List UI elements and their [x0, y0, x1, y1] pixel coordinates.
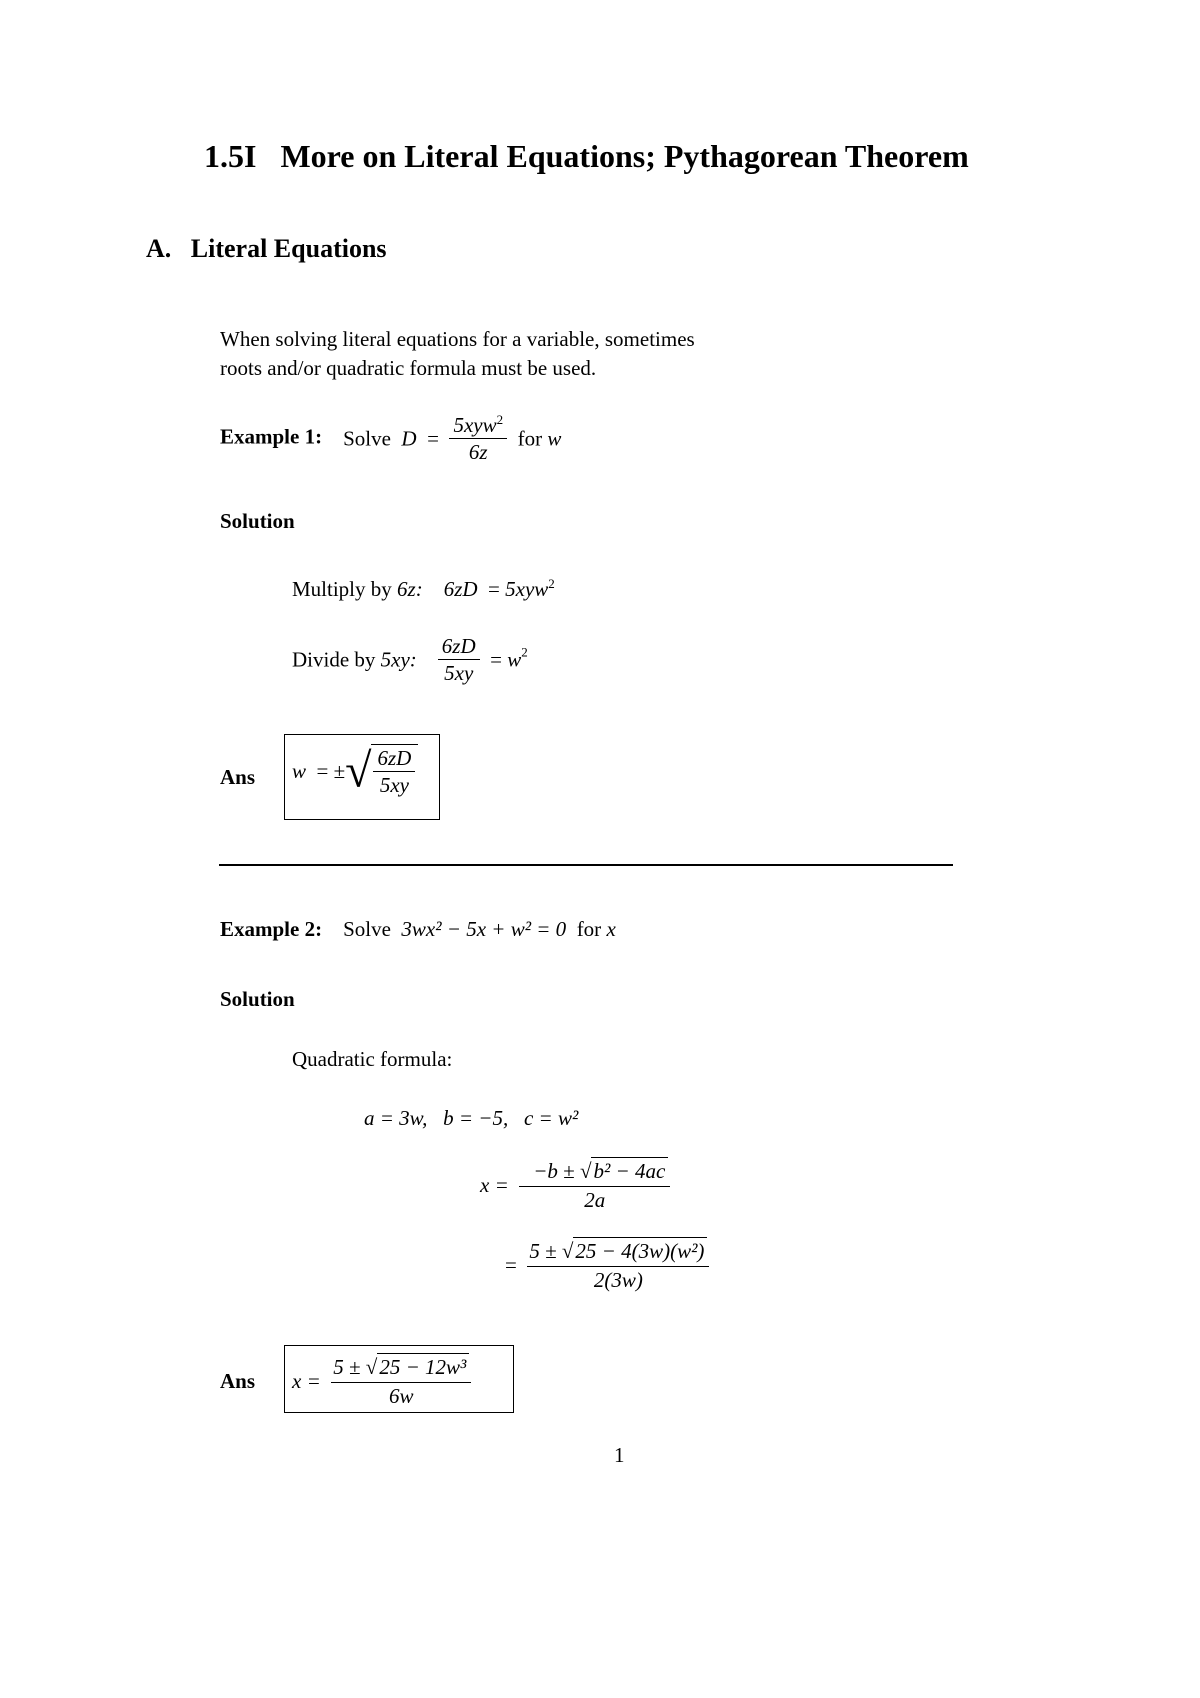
- formula-lhs: x =: [480, 1172, 509, 1197]
- ans1-var: w: [292, 758, 307, 783]
- step1-lhs: 6zD: [443, 577, 478, 601]
- ans2-radical-sign: √: [365, 1355, 378, 1379]
- formula-num-prefix: −b ±: [533, 1159, 575, 1183]
- quadratic-formula: [480, 1157, 670, 1214]
- section-divider: [219, 864, 953, 866]
- subst-fraction: [527, 1237, 709, 1294]
- ans2-denominator: 6w: [389, 1384, 414, 1409]
- section-heading: [146, 234, 387, 264]
- step1-equals: =: [482, 577, 506, 601]
- formula-radical-sign: √: [579, 1159, 592, 1183]
- example1-eq-equals: =: [421, 426, 445, 451]
- example1-label: Example 1:: [220, 424, 323, 449]
- section-title: Literal Equations: [190, 234, 387, 263]
- example2-statement: [220, 917, 616, 942]
- page-number: 1: [614, 1443, 625, 1467]
- example1-eq-fraction: [449, 412, 507, 466]
- intro-line-2: roots and/or quadratic formula must be used.: [220, 356, 597, 380]
- example1-eq-numerator: [449, 412, 507, 439]
- intro-line-1: When solving literal equations for a variable, sometimes: [220, 327, 695, 351]
- example1-step-multiply: [292, 577, 555, 602]
- ans1-radical-sign: √: [345, 744, 372, 798]
- subst-equals: =: [505, 1252, 517, 1277]
- example1-answer: [292, 744, 418, 799]
- step2-fraction: [438, 633, 480, 687]
- ans1-radicand: [371, 744, 418, 799]
- ans2-fraction: [331, 1353, 471, 1410]
- example1-solution-label: Solution: [220, 509, 295, 533]
- ans1-denominator: 5xy: [379, 773, 409, 798]
- example2-for-var: x: [606, 917, 616, 941]
- step2-equals: =: [484, 647, 508, 672]
- subst-radicand: 25 − 4(3w)(w²): [573, 1237, 707, 1264]
- example1-eq-lhs: D: [401, 426, 417, 451]
- quadratic-formula-label: Quadratic formula:: [292, 1047, 453, 1071]
- step2-factor: 5xy:: [380, 647, 417, 672]
- subst-radical-sign: √: [561, 1239, 574, 1263]
- example1-eq-num-exp: 2: [496, 412, 504, 427]
- example2-ans-label: Ans: [220, 1369, 256, 1393]
- section-letter: A.: [146, 234, 172, 263]
- ans1-fraction: [373, 745, 415, 799]
- example1-for-word: for: [517, 426, 543, 451]
- ans2-num-prefix: 5 ±: [333, 1355, 361, 1379]
- title-text: More on Literal Equations; Pythagorean Theorem: [280, 138, 969, 174]
- step1-factor: 6z:: [397, 577, 423, 601]
- example2-solve-word: Solve: [343, 917, 391, 941]
- example1-step-divide: [292, 633, 528, 687]
- ans1-pm: ±: [333, 758, 346, 783]
- step2-denominator: 5xy: [444, 661, 474, 686]
- example1-for-var: w: [547, 426, 562, 451]
- example1-eq-num-base: 5xyw: [453, 413, 497, 437]
- example2-label: Example 2:: [220, 917, 323, 941]
- example2-solution-label: Solution: [220, 987, 295, 1011]
- example2-for-word: for: [576, 917, 602, 941]
- example1-ans-label: Ans: [220, 765, 256, 789]
- step2-label: Divide by: [292, 647, 376, 672]
- ans2-radicand: 25 − 12w³: [377, 1353, 469, 1380]
- step2-rhs-base: w: [507, 647, 522, 672]
- subst-num-prefix: 5 ±: [529, 1239, 557, 1263]
- example1-eq-denominator: 6z: [468, 440, 488, 465]
- step2-rhs-exp: 2: [521, 644, 528, 660]
- step1-rhs-exp: 2: [548, 576, 555, 591]
- title-number: 1.5I: [204, 138, 257, 174]
- formula-denominator: 2a: [584, 1188, 606, 1213]
- step2-numerator: 6zD: [438, 633, 480, 660]
- formula-radicand: b² − 4ac: [591, 1157, 668, 1184]
- example1-solve-word: Solve: [343, 426, 391, 451]
- example1-statement: [220, 412, 561, 466]
- formula-fraction: [519, 1157, 670, 1214]
- ans1-equals: =: [311, 758, 334, 783]
- formula-numerator: [519, 1157, 670, 1187]
- coefficients-line: a = 3w, b = −5, c = w²: [364, 1106, 579, 1130]
- example2-equation: 3wx² − 5x + w² = 0: [401, 917, 567, 941]
- subst-denominator: 2(3w): [593, 1268, 643, 1293]
- example2-answer: [292, 1353, 471, 1410]
- step1-label: Multiply by: [292, 577, 392, 601]
- ans2-numerator: [331, 1353, 471, 1383]
- substituted-formula: [505, 1237, 709, 1294]
- ans2-lhs: x =: [292, 1368, 321, 1393]
- step1-rhs-base: 5xyw: [505, 577, 549, 601]
- ans1-numerator: 6zD: [373, 745, 415, 772]
- page-title: [204, 138, 969, 175]
- subst-numerator: [527, 1237, 709, 1267]
